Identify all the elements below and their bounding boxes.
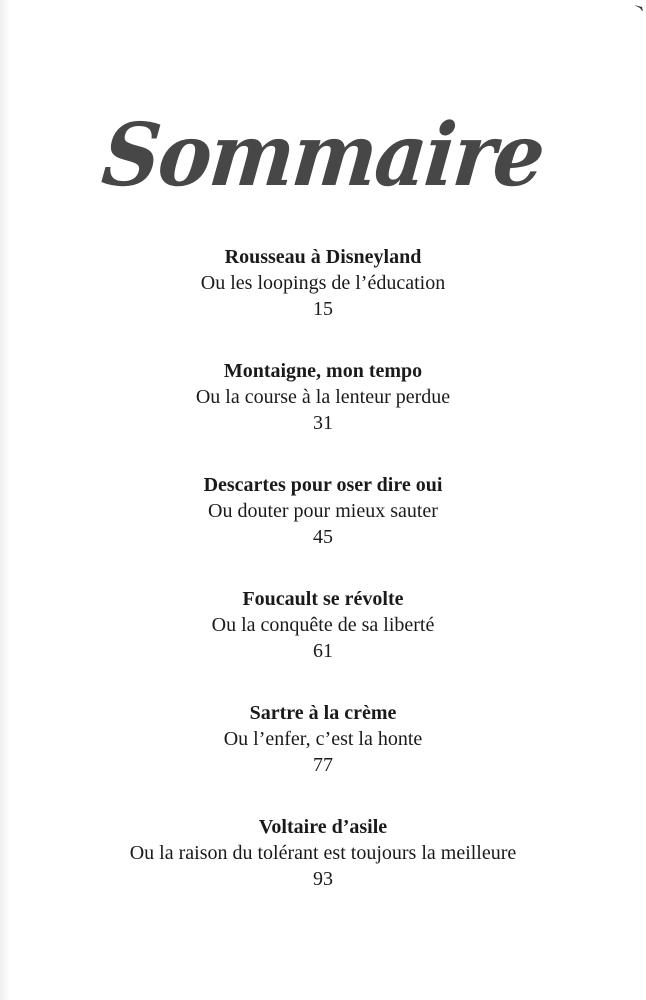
toc-entry-montaigne[interactable] bbox=[0, 358, 646, 472]
toc-entry-page-number: 77 bbox=[313, 754, 333, 776]
page-title-container bbox=[0, 95, 646, 225]
toc-entry-foucault[interactable] bbox=[0, 586, 646, 700]
toc-entry-page-number: 45 bbox=[313, 526, 333, 548]
toc-entry-subtitle: Ou l’enfer, c’est la honte bbox=[223, 728, 423, 750]
toc-entry-page-number: 15 bbox=[313, 298, 333, 320]
toc-entry-page-number: 61 bbox=[313, 640, 333, 662]
corner-mark-icon bbox=[634, 1, 644, 11]
toc-entry-title: Montaigne, mon tempo bbox=[223, 360, 423, 382]
toc-entry-subtitle: Ou les loopings de l’éducation bbox=[200, 272, 446, 294]
toc-entry-voltaire[interactable] bbox=[0, 814, 646, 928]
toc-entry-page-number: 93 bbox=[313, 868, 333, 890]
toc-entry-sartre[interactable] bbox=[0, 700, 646, 814]
toc-entry-subtitle: Ou douter pour mieux sauter bbox=[208, 500, 438, 522]
toc-entry-title: Descartes pour oser dire oui bbox=[203, 474, 443, 496]
toc-entry-title: Voltaire d’asile bbox=[258, 816, 388, 838]
toc-entry-title: Foucault se révolte bbox=[242, 588, 404, 610]
toc-entry-descartes[interactable] bbox=[0, 472, 646, 586]
page-title: Sommaire bbox=[98, 104, 548, 206]
toc-entry-subtitle: Ou la course à la lenteur perdue bbox=[195, 386, 451, 408]
toc-entry-title: Sartre à la crème bbox=[249, 702, 397, 724]
toc-entry-subtitle: Ou la raison du tolérant est toujours la meilleure bbox=[129, 842, 517, 864]
toc-entry-title: Rousseau à Disneyland bbox=[224, 246, 422, 268]
toc-entry-subtitle: Ou la conquête de sa liberté bbox=[211, 614, 435, 636]
toc-entry-rousseau[interactable] bbox=[0, 244, 646, 358]
table-of-contents bbox=[0, 244, 646, 928]
toc-entry-page-number: 31 bbox=[313, 412, 333, 434]
